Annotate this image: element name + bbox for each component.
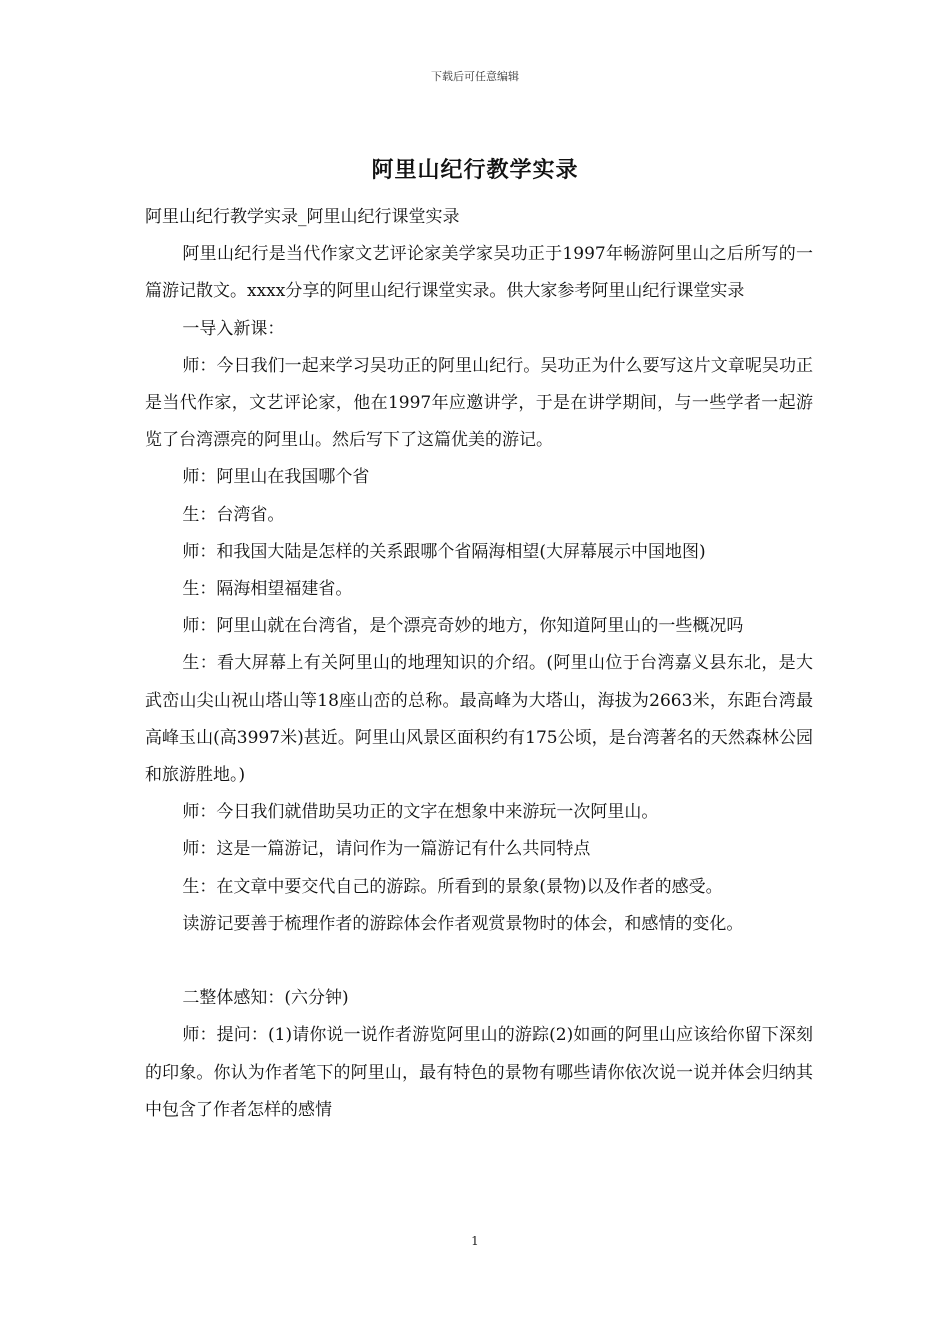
section-heading: 二整体感知：(六分钟) [182, 988, 349, 1009]
dialogue-line: 师：这是一篇游记，请问作为一篇游记有什么共同特点 [182, 839, 591, 860]
paragraph: 阿里山纪行教学实录_阿里山纪行课堂实录 [145, 207, 460, 227]
paragraph: 读游记要善于梳理作者的游踪体会作者观赏景物时的体会，和感情的变化。 [182, 913, 744, 934]
dialogue-line: 师：阿里山在我国哪个省 [182, 467, 370, 488]
header-note: 下载后可任意编辑 [431, 70, 519, 83]
page-number: 1 [471, 1234, 479, 1248]
paragraph: 阿里山纪行是当代作家文艺评论家美学家吴功正于1997年畅游阿里山之后所写的一篇游记散文。xxxx分享的阿里山纪行课堂实录。供大家参考阿里山纪行课堂实录 [145, 244, 813, 302]
paragraph: 师：今日我们一起来学习吴功正的阿里山纪行。吴功正为什么要写这片文章呢吴功正是当代作家，文艺评论家，他在1997年应邀讲学，于是在讲学期间，与一些学者一起游览了台湾漂亮的阿里山。然后写下了这篇优美的游记。 [145, 355, 813, 451]
dialogue-line: 生：看大屏幕上有关阿里山的地理知识的介绍。(阿里山位于台湾嘉义县东北，是大武峦山尖山祝山塔山等18座山峦的总称。最高峰为大塔山，海拔为2663米，东距台湾最高峰玉山(高3997米)甚近。阿里山风景区面积约有175公顷，是台湾著名的天然森林公园和旅游胜地。) [145, 653, 813, 786]
document-body [145, 199, 813, 1129]
section-heading: 一导入新课： [182, 318, 285, 339]
document-title: 阿里山纪行教学实录 [371, 157, 579, 183]
dialogue-line: 生：台湾省。 [182, 504, 285, 525]
dialogue-line: 生：隔海相望福建省。 [182, 579, 353, 600]
dialogue-line: 师：和我国大陆是怎样的关系跟哪个省隔海相望(大屏幕展示中国地图) [182, 541, 706, 562]
dialogue-line: 师：阿里山就在台湾省，是个漂亮奇妙的地方，你知道阿里山的一些概况吗 [182, 616, 744, 637]
dialogue-line: 生：在文章中要交代自己的游踪。所看到的景象(景物)以及作者的感受。 [182, 876, 723, 897]
dialogue-line: 师：提问：(1)请你说一说作者游览阿里山的游踪(2)如画的阿里山应该给你留下深刻的印象。你认为作者笔下的阿里山，最有特色的景物有哪些请你依次说一说并体会归纳其中包含了作者怎样的感情 [145, 1025, 813, 1120]
dialogue-line: 师：今日我们就借助吴功正的文字在想象中来游玩一次阿里山。 [182, 802, 659, 823]
